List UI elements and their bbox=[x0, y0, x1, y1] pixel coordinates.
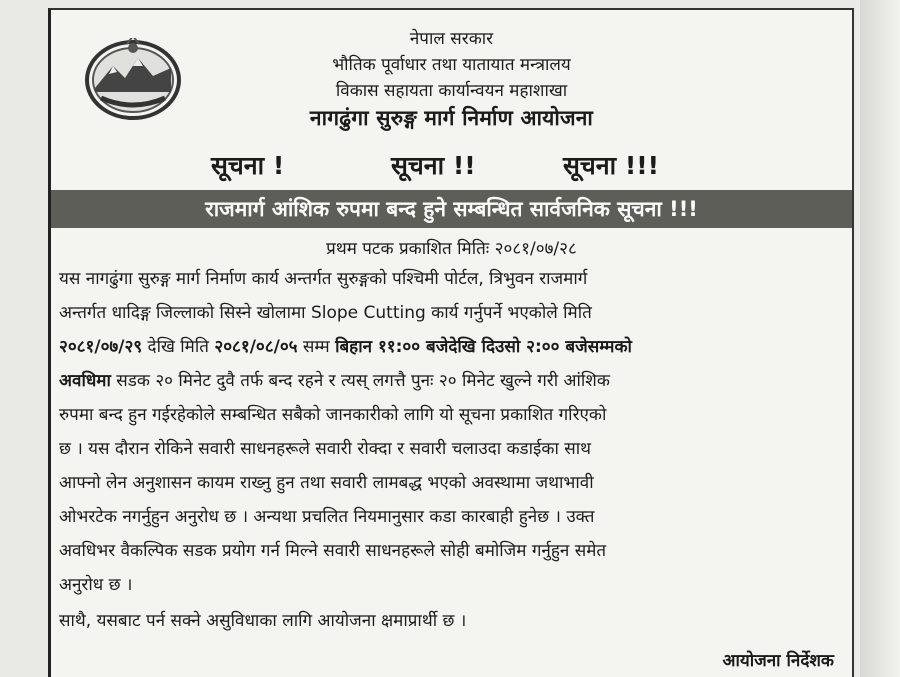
body-line-11: साथै, यसबाट पर्न सक्ने असुविधाका लागि आयोजना क्षमाप्रार्थी छ । bbox=[59, 611, 467, 631]
end-date: २०८१/०८/०५ bbox=[214, 337, 298, 357]
notice-heading-2: सूचना !! bbox=[391, 151, 476, 180]
ministry-name: भौतिक पूर्वाधार तथा यातायात मन्त्रालय bbox=[332, 55, 571, 75]
body-text: देखि मिति bbox=[142, 337, 215, 357]
body-text: सडक २० मिनेट दुवै तर्फ बन्द रहने र त्यस् लगत्तै पुनः २० मिनेट खुल्ने गरी आंशिक bbox=[110, 371, 610, 391]
notice-banner: राजमार्ग आंशिक रुपमा बन्द हुने सम्बन्धित सार्वजनिक सूचना !!! bbox=[51, 190, 852, 228]
government-name: नेपाल सरकार bbox=[409, 29, 494, 49]
notice-paper bbox=[48, 8, 854, 677]
body-line-1: यस नागढुंगा सुरुङ्ग मार्ग निर्माण कार्य अन्तर्गत सुरुङ्गको पश्चिमी पोर्टल, त्रिभुवन राजमार्ग bbox=[59, 269, 588, 289]
body-line-9: अवधिभर वैकल्पिक सडक प्रयोग गर्न मिल्ने सवारी साधनहरूले सोही बमोजिम गर्नुहुन समेत bbox=[59, 541, 607, 561]
division-name: विकास सहायता कार्यान्वयन महाशाखा bbox=[335, 81, 568, 101]
start-date: २०८१/०७/२९ bbox=[59, 337, 143, 357]
body-line-10: अनुरोध छ । bbox=[59, 575, 133, 595]
body-line-5: रुपमा बन्द हुन गईरहेकोले सम्बन्धित सबैको जानकारीको लागि यो सूचना प्रकाशित गरिएको bbox=[59, 405, 607, 425]
body-line-3 bbox=[59, 334, 632, 357]
publication-date: प्रथम पटक प्रकाशित मितिः २०८१/०७/२८ bbox=[326, 239, 577, 259]
notice-heading-1: सूचना ! bbox=[211, 151, 285, 180]
period-word: अवधिमा bbox=[59, 371, 111, 391]
body-line-2: अन्तर्गत धादिङ्ग जिल्लाको सिस्ने खोलामा Slope Cutting कार्य गर्नुपर्ने भएकोले मिति bbox=[59, 303, 592, 323]
body-line-6: छ । यस दौरान रोकिने सवारी साधनहरूले सवारी रोक्दा र सवारी चलाउदा कडाईका साथ bbox=[59, 439, 592, 459]
body-line-7: आफ्नो लेन अनुशासन कायम राख्नु हुन तथा सवारी लामबद्ध भएको अवस्थामा जथाभावी bbox=[59, 473, 594, 493]
closure-time: बिहान ११:०० बजेदेखि दिउसो २:०० बजेसम्मको bbox=[335, 337, 632, 357]
project-title: नागढुंगा सुरुङ्ग मार्ग निर्माण आयोजना bbox=[309, 106, 594, 130]
body-text: सम्म bbox=[297, 337, 336, 357]
page-edge bbox=[860, 0, 900, 677]
body-line-4 bbox=[59, 368, 610, 391]
signature: आयोजना निर्देशक bbox=[722, 651, 834, 671]
body-line-8: ओभरटेक नगर्नुहुन अनुरोध छ । अन्यथा प्रचलित नियमानुसार कडा कारबाही हुनेछ । उक्त bbox=[59, 507, 595, 527]
notice-heading-3: सूचना !!! bbox=[563, 151, 660, 180]
